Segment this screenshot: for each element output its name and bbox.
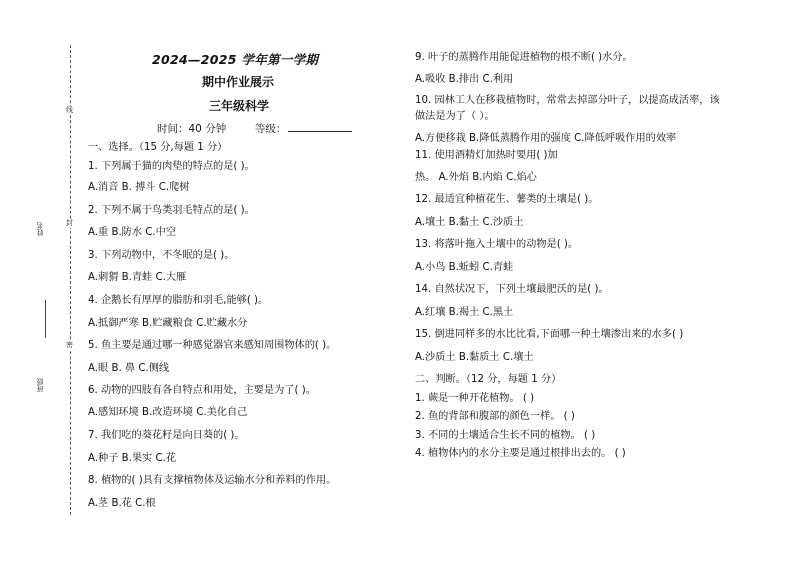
question-12: 12. 最适宜种植花生、薯类的土壤是( )。 [415, 194, 599, 205]
question-14-options: A.红壤 B.褐土 C.黑土 [415, 307, 514, 318]
exam-grade-subject: 三年级科学 [209, 99, 270, 113]
question-12-options: A.壤土 B.黏土 C.沙质土 [415, 217, 524, 228]
margin-label-class: 班级 [36, 378, 44, 392]
question-5-options: A.眼 B. 鼻 C.侧线 [88, 363, 170, 374]
question-14: 14. 自然状况下，下列土壤最肥沃的是( )。 [415, 284, 609, 295]
question-9: 9. 叶子的蒸腾作用能促进植物的根不断( )水分。 [415, 52, 633, 63]
binding-dashed-line [70, 45, 71, 515]
question-15-options: A.沙质土 B.黏质土 C.壤土 [415, 352, 534, 363]
question-10-options: A.方便移栽 B.降低蒸腾作用的强度 C.降低呼吸作用的效率 [415, 133, 677, 144]
question-15: 15. 倒进同样多的水比比看,下面哪一种土壤渗出来的水多( ) [415, 329, 684, 340]
question-1-options: A.消音 B. 搏斗 C.爬树 [88, 182, 190, 193]
judge-item-1: 1. 蕨是一种开花植物。 ( ) [415, 393, 535, 404]
question-3-options: A.刺猬 B.青蛙 C.大雁 [88, 272, 187, 283]
question-2: 2. 下列不属于鸟类羽毛特点的是( )。 [88, 205, 255, 216]
question-6-options: A.感知环境 B.改造环境 C.美化自己 [88, 407, 248, 418]
question-5: 5. 鱼主要是通过哪一种感觉器官来感知周围物体的( )。 [88, 340, 337, 351]
question-10-cont: 做法是为了（ ）。 [415, 111, 495, 122]
margin-tick-xian: 线 [66, 106, 73, 114]
judge-item-4: 4. 植物体内的水分主要是通过根排出去的。 ( ) [415, 448, 626, 459]
question-2-options: A.重 B.防水 C.中空 [88, 227, 177, 238]
question-4-options: A.抵御严寒 B.贮藏粮食 C.贮藏水分 [88, 318, 248, 329]
margin-tick-feng: 封 [66, 219, 73, 227]
question-7-options: A.种子 B.果实 C.花 [88, 453, 177, 464]
question-8: 8. 植物的( )具有支撑植物体及运输水分和养料的作用。 [88, 475, 337, 486]
judge-item-3: 3. 不同的土壤适合生长不同的植物。 ( ) [415, 430, 596, 441]
margin-label-name: 姓名 [36, 222, 44, 236]
section2-heading: 二、判断。（12 分，每题 1 分） [415, 374, 562, 385]
question-13: 13. 将落叶拖入土壤中的动物是( )。 [415, 239, 579, 250]
question-11-options: 热。 A.外焰 B.内焰 C.焰心 [415, 172, 537, 183]
margin-name-rule [45, 300, 46, 338]
level-label: 等级： [254, 123, 287, 135]
judge-item-2: 2. 鱼的背部和腹部的颜色一样。 ( ) [415, 411, 575, 422]
question-4: 4. 企鹅长有厚厚的脂肪和羽毛,能够( )。 [88, 295, 269, 306]
question-1: 1. 下列属于猫的肉垫的特点的是( )。 [88, 161, 255, 172]
exam-meta [157, 121, 352, 136]
time-label: 时间：40 分钟 [157, 123, 227, 135]
section1-heading: 一、选择。（15 分,每题 1 分） [88, 142, 228, 153]
question-11: 11. 使用酒精灯加热时要用( )加 [415, 150, 558, 161]
level-blank[interactable] [288, 121, 352, 132]
margin-tick-mi: 密 [66, 341, 73, 349]
question-10: 10. 园林工人在移栽植物时，常常去掉部分叶子，以提高成活率，该 [415, 95, 720, 106]
question-3: 3. 下列动物中，不冬眠的是( )。 [88, 250, 235, 261]
question-6: 6. 动物的四肢有各自特点和用处，主要是为了( )。 [88, 385, 316, 396]
exam-subtitle: 期中作业展示 [202, 75, 275, 89]
question-8-options: A.茎 B.花 C.根 [88, 498, 156, 509]
question-13-options: A.小鸟 B.蚯蚓 C.青蛙 [415, 262, 514, 273]
question-9-options: A.吸收 B.排出 C.利用 [415, 74, 514, 85]
exam-year-title: 2024—2025 学年第一学期 [152, 52, 319, 67]
question-7: 7. 我们吃的葵花籽是向日葵的( )。 [88, 430, 245, 441]
